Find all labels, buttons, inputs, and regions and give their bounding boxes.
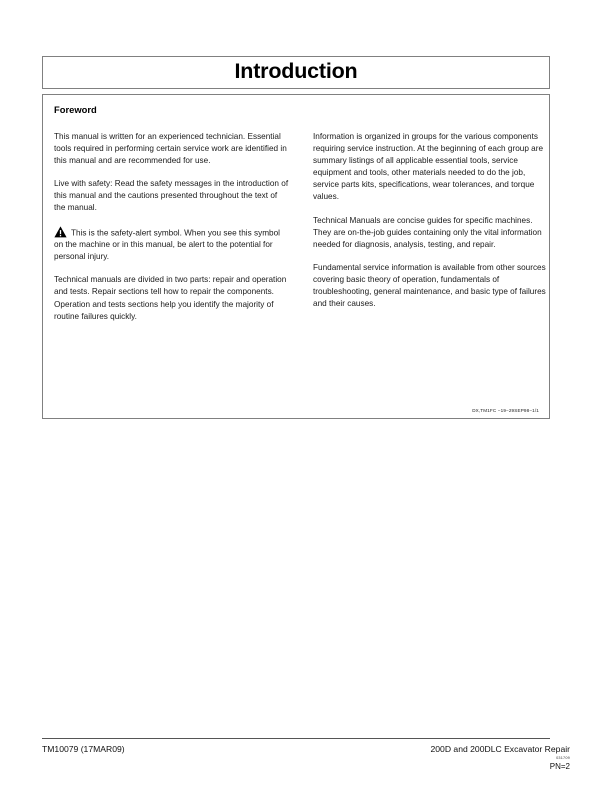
two-column-body — [54, 131, 546, 323]
footer-date-code: 031709 — [556, 756, 570, 760]
paragraph: This manual is written for an experienced technician. Essential tools required in performing certain service work are identified in this manual and are recommended for use. — [54, 132, 287, 166]
safety-alert-triangle-icon — [54, 226, 67, 238]
page-title: Introduction — [234, 59, 358, 84]
paragraph: Technical manuals are divided in two parts: repair and operation and tests. Repair sections tell how to repair the components. Operation and tests sections help you identify the majority of routine failures quickly. — [54, 275, 287, 321]
paragraph: Technical Manuals are concise guides for specific machines. They are on-the-job guides containing only the vital information needed for diagnosis, analysis, testing, and repair. — [313, 215, 542, 249]
footer-manual-number: TM10079 (17MAR09) — [42, 744, 125, 754]
paragraph: Information is organized in groups for the various components requiring service instruction. At the beginning of each group are summary listings of all applicable essential tools, service equipment and tools, other materials needed to do the job, service parts kits, specifications, wear tolerances, and torque values. — [313, 132, 544, 202]
footer-manual-title: 200D and 200DLC Excavator Repair — [430, 744, 570, 754]
left-column — [54, 131, 289, 323]
safety-alert-paragraph — [54, 226, 289, 264]
footer-page-number: PN=2 — [549, 762, 570, 771]
paragraph: Live with safety: Read the safety messages in the introduction of this manual and the cautions presented throughout the text of the manual. — [54, 179, 289, 213]
paragraph: Fundamental service information is available from other sources covering basic theory of operation, fundamentals of troubleshooting, general maintenance, and basic type of failures and their causes. — [313, 262, 546, 309]
section-heading: Foreword — [54, 104, 97, 115]
reference-code: DX,TM1FC −19−29SEP98−1/1 — [472, 408, 539, 413]
right-column — [313, 131, 548, 323]
page-title-box — [42, 56, 550, 89]
content-box — [42, 94, 550, 419]
safety-alert-text: This is the safety-alert symbol. When you see this symbol on the machine or in this manual, be alert to the potential for personal injury. — [54, 228, 280, 262]
footer-divider — [42, 738, 550, 739]
